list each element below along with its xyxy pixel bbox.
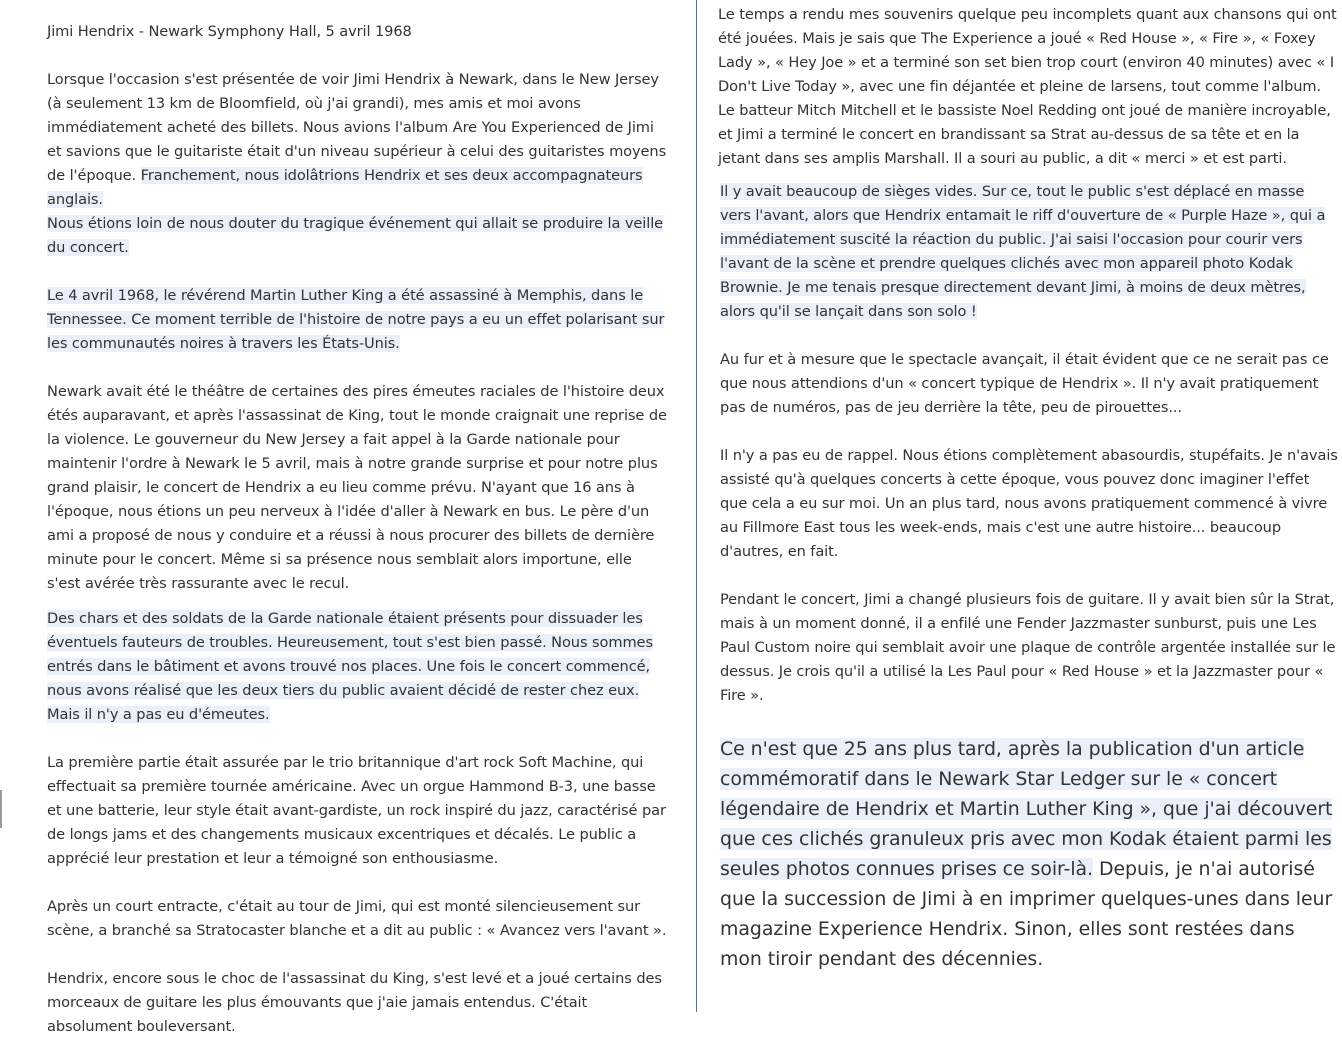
paragraph-intro (47, 68, 669, 260)
paragraph-no-encore: Il n'y a pas eu de rappel. Nous étions complètement abasourdis, stupéfaits. Je n'avais assisté qu'à quelques concerts à cette époque, vous pouvez donc imaginer l'effet que cela a eu sur moi. Un an plus tard, nous avons pratiquement commencé à vivre au Fillmore East tous les week-ends, mais c'est une autre histoire... beaucoup d'autres, en fait. (720, 447, 1338, 560)
left-edge-marker (0, 790, 2, 828)
paragraph-setlist: Le temps a rendu mes souvenirs quelque peu incomplets quant aux chansons qui ont été jouées. Mais je sais que The Experience a joué « Red House », « Fire », « Foxey Lady », « Hey Joe » et a terminé son set bien trop court (environ 40 minutes) avec « I Don't Live Today », avec une fin déjantée et pleine de larsens, tout comme l'album. Le batteur Mitch Mitchell et le bassiste Noel Redding ont joué de manière incroyable, et Jimi a terminé le concert en brandissant sa Strat au-dessus de sa tête et en la jetant dans ses amplis Marshall. Il a souri au public, a dit « merci » et est parti. (718, 6, 1337, 167)
paragraph-photos (720, 734, 1338, 974)
paragraph-guitars: Pendant le concert, Jimi a changé plusieurs fois de guitare. Il y avait bien sûr la Strat, mais à un moment donné, il a enfilé une Fender Jazzmaster sunburst, puis une Les Paul Custom noire qui semblait avoir une plaque de contrôle argentée installée sur le dessus. Je crois qu'il a utilisé la Les Paul pour « Red House » et la Jazzmaster pour « Fire ». (720, 591, 1336, 704)
mlk-highlight: Le 4 avril 1968, le révérend Martin Luther King a été assassiné à Memphis, dans le Tennessee. Ce moment terrible de l'histoire de notre pays a eu un effet polarisant sur les communautés noires à travers les États-Unis. (47, 287, 665, 352)
article-title: Jimi Hendrix - Newark Symphony Hall, 5 avril 1968 (47, 23, 412, 40)
paragraph-hendrix-plays: Hendrix, encore sous le choc de l'assassinat du King, s'est levé et a joué certains des morceaux de guitare les plus émouvants que j'aie jamais entendus. C'était absolument bouleversant. (47, 970, 662, 1035)
intro-text: Lorsque l'occasion s'est présentée de voir Jimi Hendrix à Newark, dans le New Jersey (à seulement 13 km de Bloomfield, où j'ai grandi), mes amis et moi avons immédiatement acheté des billets. Nous avions l'album Are You Experienced de Jimi et savions que le guitariste était d'un niveau supérieur à celui des guitaristes moyens de l'époque. (47, 71, 667, 184)
photos-highlight: Ce n'est que 25 ans plus tard, après la publication d'un article commémoratif dans le Newark Star Ledger sur le « concert légendaire de Hendrix et Martin Luther King », que j'ai découvert que ces clichés granuleux pris avec mon Kodak étaient parmi les seules photos connues prises ce soir-là. (720, 738, 1333, 880)
paragraph-show-progress: Au fur et à mesure que le spectacle avançait, il était évident que ce ne serait pas ce que nous attendions d'un « concert typique de Hendrix ». Il n'y avait pratiquement pas de numéros, pas de jeu derrière la tête, peu de pirouettes... (720, 351, 1329, 416)
national-guard-highlight: Des chars et des soldats de la Garde nationale étaient présents pour dissuader les éventuels fauteurs de troubles. Heureusement, tout s'est bien passé. Nous sommes entrés dans le bâtiment et avons trouvé nos places. Une fois le concert commencé, nous avons réalisé que les deux tiers du public avaient décidé de rester chez eux. Mais il n'y a pas eu d'émeutes. (47, 610, 653, 723)
paragraph-jimi-arrives: Après un court entracte, c'était au tour de Jimi, qui est monté silencieusement sur scène, a branché sa Stratocaster blanche et a dit au public : « Avancez vers l'avant ». (47, 898, 667, 939)
paragraph-purple-haze (720, 180, 1338, 324)
paragraph-newark: Newark avait été le théâtre de certaines des pires émeutes raciales de l'histoire deux étés auparavant, et après l'assassinat de King, tout le monde craignait une reprise de la violence. Le gouverneur du New Jersey a fait appel à la Garde nationale pour maintenir l'ordre à Newark le 5 avril, mais à notre grande surprise et pour notre plus grand plaisir, le concert de Hendrix a eu lieu comme prévu. N'ayant que 16 ans à l'époque, nous étions un peu nerveux à l'idée d'aller à Newark en bus. Le père d'un ami a proposé de nous y conduire et a réussi à nous procurer des billets de dernière minute pour le concert. Même si sa présence nous semblait alors importune, elle s'est avérée très rassurante avec le recul. (47, 383, 667, 592)
paragraph-soft-machine: La première partie était assurée par le trio britannique d'art rock Soft Machine, qui effectuait sa première tournée américaine. Avec un orgue Hammond B-3, une basse et une batterie, leur style était avant-gardiste, un rock inspiré du jazz, caractérisé par de longs jams et des changements musicaux excentriques et décalés. Le public a apprécié leur prestation et leur a témoigné son enthousiasme. (47, 754, 666, 867)
column-divider (696, 0, 697, 1012)
paragraph-mlk (47, 284, 669, 356)
purple-haze-highlight: Il y avait beaucoup de sièges vides. Sur ce, tout le public s'est déplacé en masse vers l'avant, alors que Hendrix entamait le riff d'ouverture de « Purple Haze », qui a immédiatement suscité la réaction du public. J'ai saisi l'occasion pour courir vers l'avant de la scène et prendre quelques clichés avec mon appareil photo Kodak Brownie. Je me tenais presque directement devant Jimi, à moins de deux mètres, alors qu'il se lançait dans son solo ! (720, 183, 1326, 320)
photos-text: Depuis, je n'ai autorisé que la succession de Jimi à en imprimer quelques-unes dans leur magazine Experience Hendrix. Sinon, elles sont restées dans mon tiroir pendant des décennies. (720, 858, 1333, 970)
foreshadow-highlight: Nous étions loin de nous douter du tragique événement qui allait se produire la veille du concert. (47, 215, 664, 256)
paragraph-national-guard (47, 607, 669, 727)
intro-highlight: Franchement, nous idolâtrions Hendrix et ses deux accompagnateurs anglais. (47, 167, 643, 208)
